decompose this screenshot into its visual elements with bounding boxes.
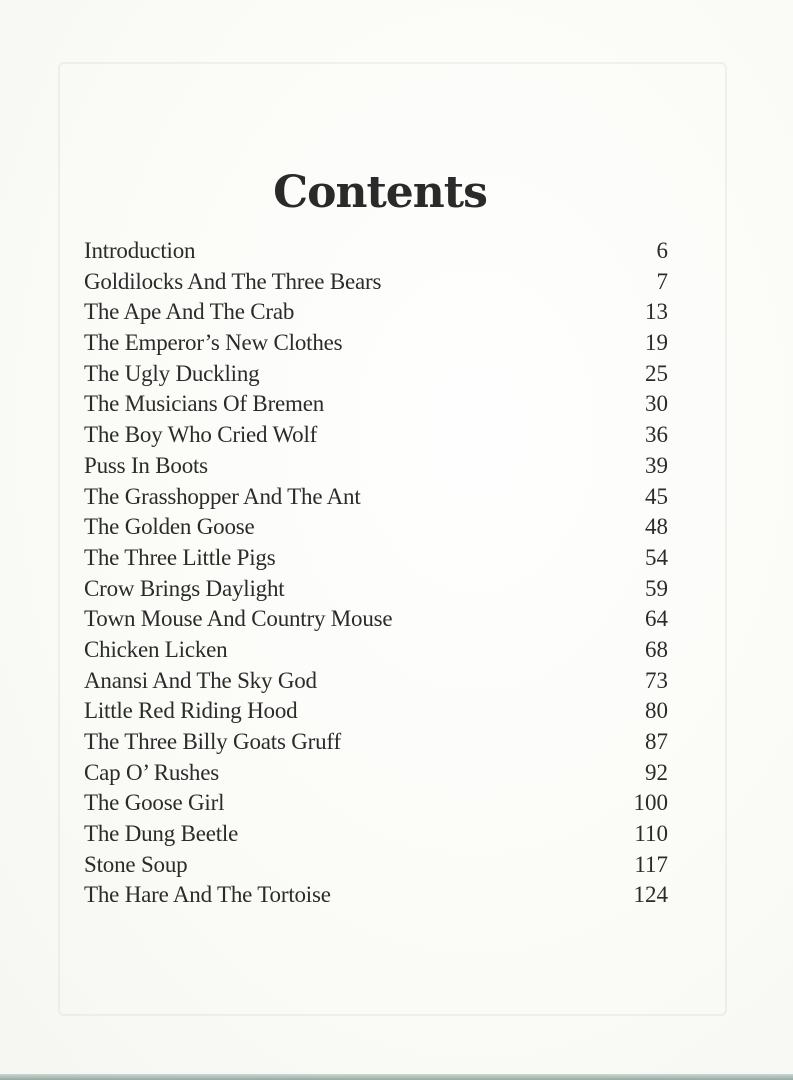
toc-entry <box>84 236 670 267</box>
toc-entry-page: 19 <box>645 330 668 356</box>
toc-entry-title: Stone Soup <box>84 851 188 877</box>
toc-entry-page: 48 <box>645 514 668 540</box>
toc-entry-title: The Hare And The Tortoise <box>84 882 331 908</box>
toc-entry-page: 68 <box>645 636 668 662</box>
toc-entry <box>84 359 670 390</box>
toc-entry-title: The Goose Girl <box>84 790 225 816</box>
toc-entry-title: The Ugly Duckling <box>84 360 260 386</box>
toc-entry-title: The Ape And The Crab <box>84 299 295 325</box>
toc-entry-title: The Boy Who Cried Wolf <box>84 422 318 448</box>
toc-entry-page: 25 <box>645 360 668 386</box>
toc-entry-title: The Emperor’s New Clothes <box>84 330 343 356</box>
toc-entry <box>84 727 670 758</box>
toc-entry-page: 6 <box>656 238 668 263</box>
toc-entry <box>84 850 670 881</box>
toc-entry-title: Anansi And The Sky God <box>84 667 317 693</box>
toc-entry-title: Puss In Boots <box>84 452 208 478</box>
toc-entry <box>84 635 670 666</box>
page-bottom-edge <box>0 1074 793 1080</box>
toc-entry-page: 117 <box>634 851 668 877</box>
toc-entry-page: 30 <box>645 391 668 417</box>
toc-entry-title: The Dung Beetle <box>84 821 239 847</box>
toc-entry-page: 59 <box>645 575 668 601</box>
toc-entry-page: 54 <box>645 544 668 570</box>
toc-entry <box>84 788 670 819</box>
toc-entry <box>84 267 670 298</box>
toc-entry-page: 124 <box>633 882 668 908</box>
toc-entry-page: 36 <box>645 422 668 448</box>
toc-entry <box>84 297 670 328</box>
toc-entry <box>84 482 670 513</box>
toc-entry-page: 100 <box>633 790 668 816</box>
toc-entry-title: Little Red Riding Hood <box>84 698 298 724</box>
toc-entry-title: Crow Brings Daylight <box>84 575 285 601</box>
toc-entry <box>84 543 670 574</box>
toc-entry <box>84 574 670 605</box>
toc-entry-title: The Musicians Of Bremen <box>84 391 325 417</box>
toc-entry-title: Introduction <box>84 238 196 263</box>
toc-entry-page: 92 <box>645 759 668 785</box>
toc-entry-title: Chicken Licken <box>84 636 228 662</box>
toc-entry <box>84 666 670 697</box>
toc-entry-title: Town Mouse And Country Mouse <box>84 606 393 632</box>
toc-entry-page: 87 <box>645 729 668 754</box>
toc-entry-title: Cap O’ Rushes <box>84 759 219 785</box>
toc-entry <box>84 880 670 911</box>
toc-entry-page: 7 <box>656 268 668 294</box>
toc-entry-title: The Three Little Pigs <box>84 544 276 570</box>
table-of-contents <box>84 236 670 911</box>
toc-entry-page: 64 <box>645 606 668 632</box>
toc-entry-title: Goldilocks And The Three Bears <box>84 268 382 294</box>
toc-entry <box>84 420 670 451</box>
toc-entry <box>84 696 670 727</box>
toc-entry-page: 110 <box>634 821 668 847</box>
toc-entry <box>84 328 670 359</box>
toc-entry <box>84 389 670 420</box>
toc-entry-title: The Three Billy Goats Gruff <box>84 729 341 754</box>
toc-entry-title: The Grasshopper And The Ant <box>84 483 361 509</box>
toc-entry-page: 45 <box>645 483 668 509</box>
toc-entry-page: 13 <box>645 299 668 325</box>
page-title: Contents <box>273 167 487 219</box>
toc-entry <box>84 451 670 482</box>
toc-entry <box>84 512 670 543</box>
toc-entry-title: The Golden Goose <box>84 514 255 540</box>
toc-entry-page: 39 <box>645 452 668 478</box>
toc-entry <box>84 819 670 850</box>
toc-entry <box>84 604 670 635</box>
toc-entry-page: 80 <box>645 698 668 724</box>
toc-entry <box>84 758 670 789</box>
toc-entry-page: 73 <box>645 667 668 693</box>
